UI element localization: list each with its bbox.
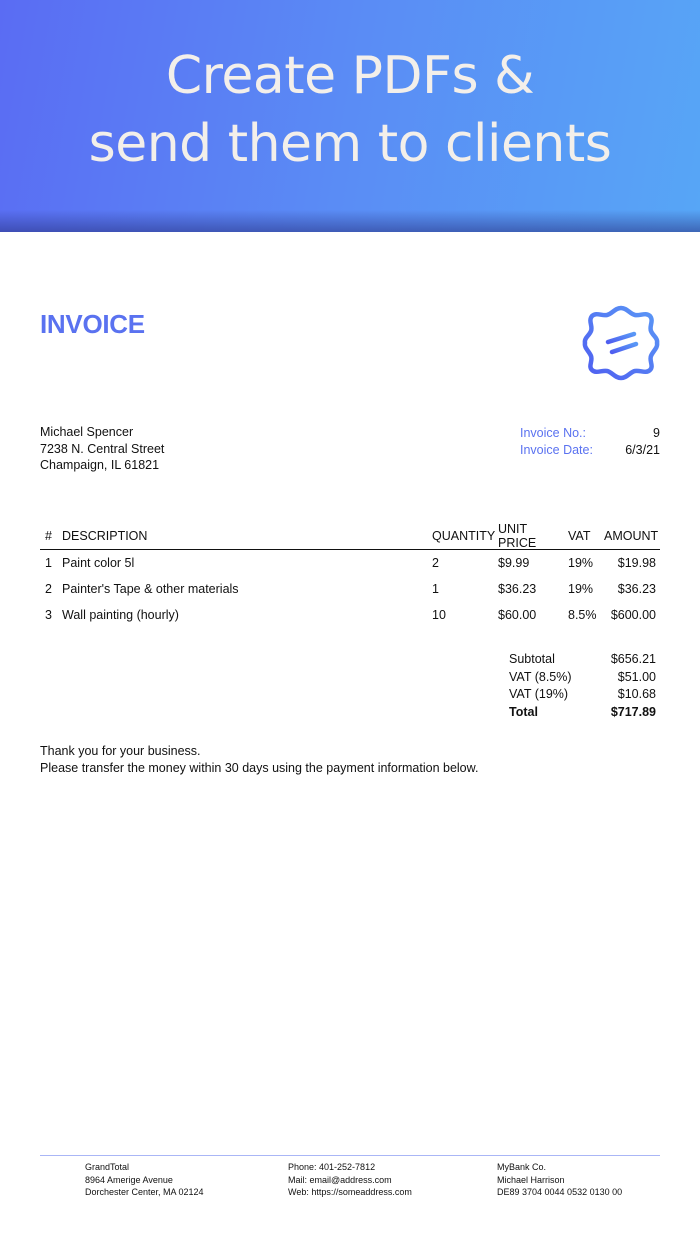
- invoice-number-label: Invoice No.:: [520, 426, 587, 440]
- subtotal-row: [509, 651, 656, 669]
- header-description: DESCRIPTION: [62, 528, 148, 543]
- row-unit-price: $9.99: [498, 556, 530, 570]
- footer-company-city: Dorchester Center, MA 02124: [85, 1187, 204, 1197]
- invoice-date-row: [520, 442, 660, 459]
- table-row: [40, 602, 660, 628]
- note-line-1: Thank you for your business.: [40, 744, 201, 758]
- header-quantity: QUANTITY: [432, 528, 496, 543]
- footer-bank: [497, 1161, 622, 1199]
- promo-banner: [0, 0, 700, 232]
- vat-19-value: $10.68: [617, 687, 656, 701]
- note-line-2: Please transfer the money within 30 days using the payment information below.: [40, 761, 479, 775]
- row-quantity: 10: [432, 608, 446, 622]
- header-num: #: [45, 528, 52, 543]
- row-num: 2: [45, 582, 52, 596]
- footer-company-name: GrandTotal: [85, 1162, 130, 1172]
- header-amount: AMOUNT: [604, 528, 659, 543]
- vat-8-5-label: VAT (8.5%): [509, 669, 572, 684]
- row-description: Painter's Tape & other materials: [62, 582, 239, 596]
- total-row: [509, 704, 656, 722]
- client-address: [40, 424, 164, 474]
- client-street: 7238 N. Central Street: [40, 441, 165, 456]
- table-row: [40, 576, 660, 602]
- invoice-number-row: [520, 425, 660, 442]
- client-name: Michael Spencer: [40, 425, 134, 439]
- row-amount: $600.00: [610, 608, 656, 622]
- invoice-meta: [520, 425, 660, 458]
- row-amount: $19.98: [617, 556, 656, 570]
- invoice-number-value: 9: [653, 426, 660, 440]
- totals-block: [509, 651, 656, 721]
- row-amount: $36.23: [617, 582, 656, 596]
- header-vat: VAT: [568, 528, 591, 543]
- footer-company-street: 8964 Amerige Avenue: [85, 1174, 173, 1185]
- row-unit-price: $36.23: [498, 582, 537, 596]
- line-items-table: [40, 521, 660, 628]
- row-description: Paint color 5l: [62, 556, 135, 570]
- footer-mail: Mail: email@address.com: [288, 1174, 392, 1185]
- invoice-date-label: Invoice Date:: [520, 442, 593, 457]
- footer-contact: [288, 1161, 412, 1199]
- vat-19-row: [509, 686, 656, 704]
- subtotal-value: $656.21: [610, 652, 656, 666]
- row-unit-price: $60.00: [498, 608, 537, 622]
- footer-iban: DE89 3704 0044 0532 0130 00: [497, 1187, 623, 1197]
- invoice-title: INVOICE: [40, 309, 145, 339]
- row-quantity: 2: [432, 556, 439, 570]
- footer-company: [85, 1161, 204, 1199]
- header-unit-price: UNIT PRICE: [498, 521, 537, 550]
- banner-headline: [0, 42, 700, 178]
- table-row: [40, 550, 660, 576]
- subtotal-label: Subtotal: [509, 652, 555, 666]
- client-city: Champaign, IL 61821: [40, 458, 160, 472]
- total-value: $717.89: [610, 704, 656, 719]
- vat-19-label: VAT (19%): [509, 687, 569, 701]
- banner-headline-line-2: send them to clients: [88, 114, 612, 174]
- payment-note: [40, 743, 478, 777]
- row-vat: 19%: [568, 582, 594, 596]
- vat-8-5-value: $51.00: [617, 669, 656, 684]
- invoice-document: [0, 232, 700, 1244]
- footer-divider: [40, 1155, 660, 1156]
- row-num: 1: [45, 556, 52, 570]
- row-vat: 19%: [568, 556, 594, 570]
- row-quantity: 1: [432, 582, 439, 596]
- banner-headline-line-1: Create PDFs &: [165, 46, 535, 106]
- footer-web: Web: https://someaddress.com: [288, 1187, 412, 1197]
- row-vat: 8.5%: [568, 608, 597, 622]
- footer-phone: Phone: 401-252-7812: [288, 1162, 376, 1172]
- footer-account-holder: Michael Harrison: [497, 1174, 565, 1185]
- row-num: 3: [45, 608, 52, 622]
- row-description: Wall painting (hourly): [62, 608, 179, 622]
- badge-icon: [580, 302, 662, 384]
- total-label: Total: [509, 704, 538, 719]
- table-header: [40, 521, 660, 550]
- footer-bank-name: MyBank Co.: [497, 1162, 547, 1172]
- vat-8-5-row: [509, 669, 656, 687]
- invoice-date-value: 6/3/21: [625, 442, 660, 457]
